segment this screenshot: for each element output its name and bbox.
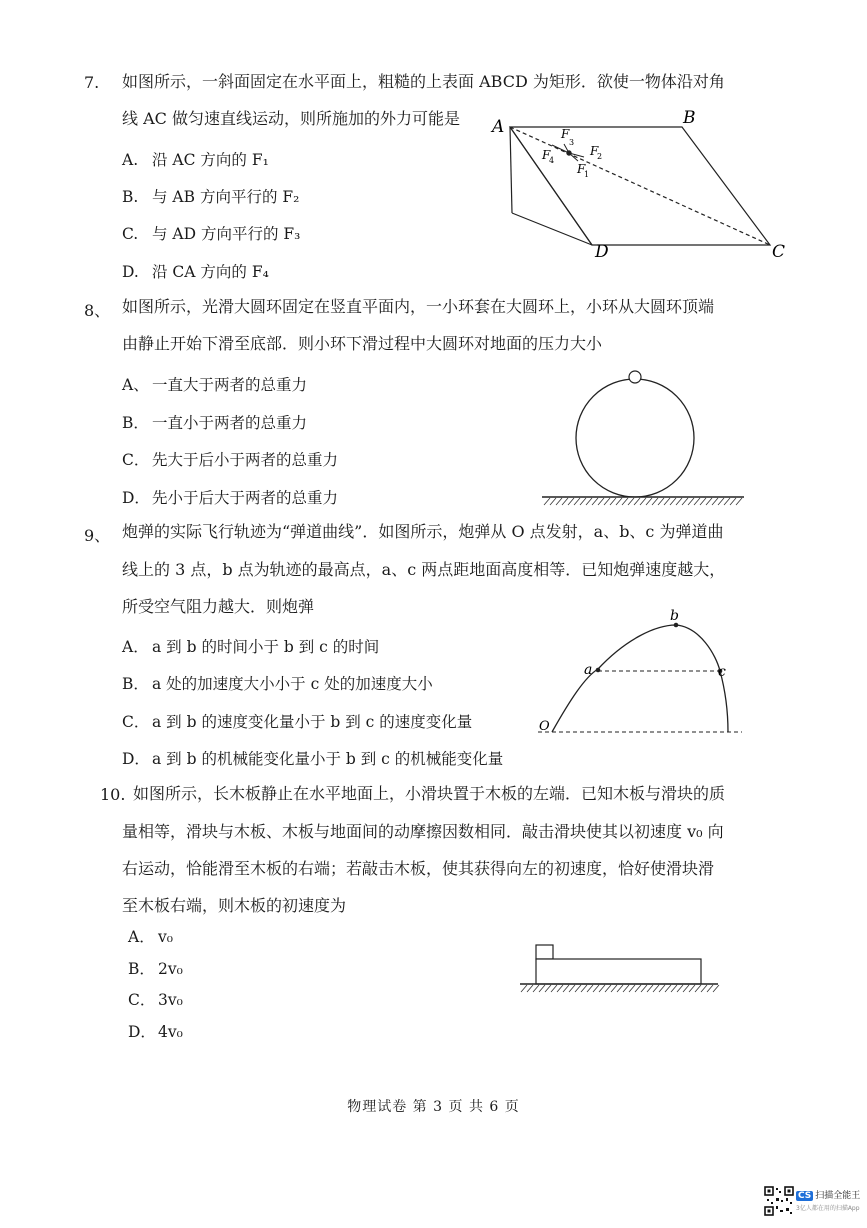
label-c: c xyxy=(718,664,726,680)
label-a: A xyxy=(492,117,505,137)
q10-stem-line3: 右运动，恰能滑至木板的右端；若敲击木板，使其获得向左的初速度，恰好使滑块滑 xyxy=(122,859,715,878)
q7-option-c: C. 与 AD 方向平行的 F₃ xyxy=(122,225,301,243)
label-c: C xyxy=(772,242,786,262)
q9-number: 9、 xyxy=(84,526,111,545)
label-a: a xyxy=(584,662,593,678)
label-f4: F xyxy=(542,148,551,162)
q10-option-a: A． v₀ xyxy=(128,928,173,946)
q10-option-d: D． 4v₀ xyxy=(128,1023,183,1041)
q9-option-a: A． a 到 b 的时间小于 b 到 c 的时间 xyxy=(122,638,380,656)
q9-option-c: C． a 到 b 的速度变化量小于 b 到 c 的速度变化量 xyxy=(122,713,473,731)
label-f4-sub: 4 xyxy=(549,156,555,165)
q8-stem-line2: 由静止开始下滑至底部．则小环下滑过程中大圆环对地面的压力大小 xyxy=(122,334,603,353)
scanner-brand: CS 扫描全能王 xyxy=(798,1191,861,1201)
label-d: D xyxy=(595,242,609,262)
q8-stem-line1: 如图所示，光滑大圆环固定在竖直平面内，一小环套在大圆环上，小环从大圆环顶端 xyxy=(122,297,715,316)
label-f2: F xyxy=(590,144,599,158)
label-f1-sub: 1 xyxy=(584,170,590,179)
slider-block xyxy=(536,945,553,959)
q8-ring-figure xyxy=(538,365,748,510)
q8-number: 8、 xyxy=(84,301,111,320)
large-ring xyxy=(576,379,694,497)
q9-stem-line1: 炮弹的实际飞行轨迹为“弹道曲线”．如图所示，炮弹从 O 点发射，a、b、c 为弹道曲 xyxy=(122,522,724,541)
q10-option-b: B． 2v₀ xyxy=(128,960,183,978)
ballistic-curve xyxy=(552,625,728,732)
q10-stem-line2: 量相等，滑块与木板、木板与地面间的动摩擦因数相同．敲击滑块使其以初速度 v₀ 向 xyxy=(122,822,724,841)
q7-option-b: B. 与 AB 方向平行的 F₂ xyxy=(122,188,300,206)
point-a xyxy=(596,668,601,673)
q9-stem-line3: 所受空气阻力越大．则炮弹 xyxy=(122,597,315,616)
q10-number: 10. xyxy=(100,785,126,804)
label-b: b xyxy=(670,608,679,624)
q7-option-d: D. 沿 CA 方向的 F₄ xyxy=(122,263,269,281)
q7-stem-line2: 线 AC 做匀速直线运动，则所施加的外力可能是 xyxy=(122,109,460,128)
q10-board-figure xyxy=(515,938,725,998)
q9-option-d: D． a 到 b 的机械能变化量小于 b 到 c 的机械能变化量 xyxy=(122,750,504,768)
label-f3: F xyxy=(561,127,570,141)
scanner-tagline: 3亿人都在用的扫描App xyxy=(796,1205,860,1212)
q7-stem-line1: 如图所示，一斜面固定在水平面上，粗糙的上表面 ABCD 为矩形．欲使一物体沿对角 xyxy=(122,72,725,91)
label-f2-sub: 2 xyxy=(597,152,603,161)
q10-stem-line4: 至木板右端，则木板的初速度为 xyxy=(122,896,347,915)
q8-option-b: B． 一直小于两者的总重力 xyxy=(122,414,308,432)
q7-option-a: A. 沿 AC 方向的 F₁ xyxy=(122,151,269,169)
small-ring xyxy=(629,371,641,383)
label-f3-sub: 3 xyxy=(569,138,575,147)
q9-stem-line2: 线上的 3 点，b 点为轨迹的最高点，a、c 两点距地面高度相等．已知炮弹速度越大， xyxy=(122,560,726,579)
q7-number: 7. xyxy=(84,73,100,92)
long-board xyxy=(536,959,701,984)
page-footer: 物理试卷 第 3 页 共 6 页 xyxy=(347,1099,520,1115)
q8-option-a: A、 一直大于两者的总重力 xyxy=(122,376,308,394)
q9-option-b: B． a 处的加速度大小小于 c 处的加速度大小 xyxy=(122,675,433,693)
cs-logo-icon: CS xyxy=(798,1191,812,1201)
label-o: O xyxy=(539,719,550,734)
q7-incline-figure xyxy=(480,105,810,270)
qr-code-icon xyxy=(764,1186,794,1216)
q10-stem-line1: 如图所示，长木板静止在水平地面上，小滑块置于木板的左端．已知木板与滑块的质 xyxy=(133,784,726,803)
q9-trajectory-figure xyxy=(530,605,750,740)
label-b: B xyxy=(683,108,696,128)
q8-option-c: C． 先大于后小于两者的总重力 xyxy=(122,451,339,469)
label-f1: F xyxy=(577,162,586,176)
q10-option-c: C． 3v₀ xyxy=(128,991,183,1009)
q8-option-d: D． 先小于后大于两者的总重力 xyxy=(122,489,339,507)
